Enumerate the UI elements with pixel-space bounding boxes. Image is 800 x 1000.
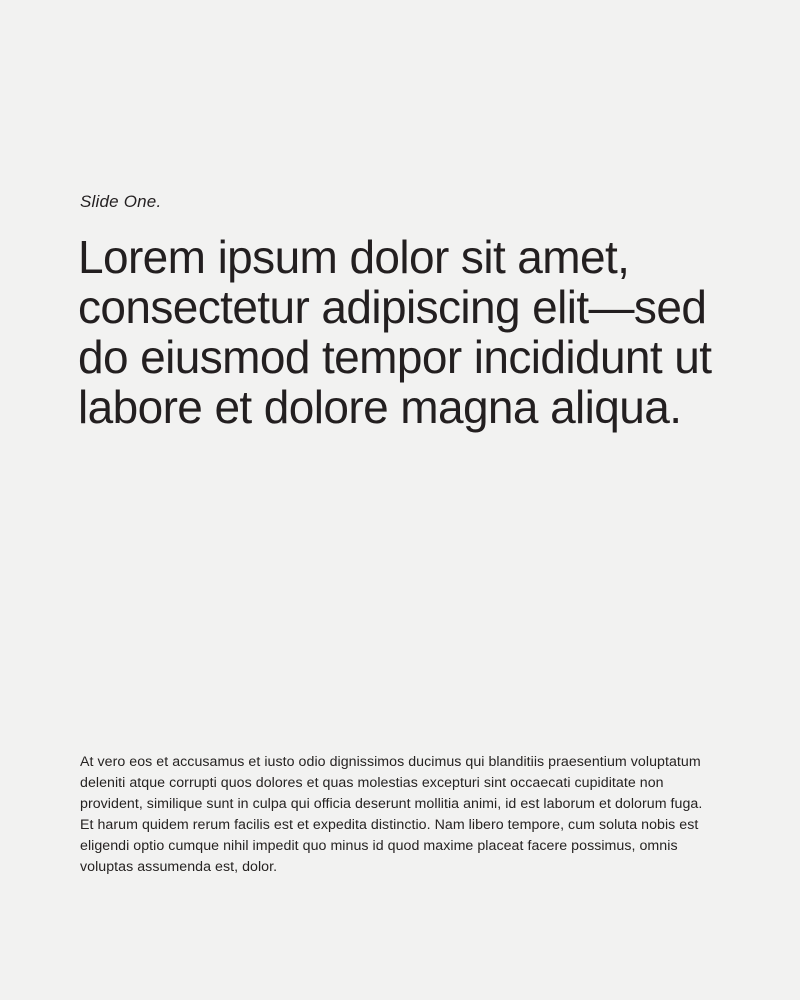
slide-body-text: At vero eos et accusamus et iusto odio dignissimos ducimus qui blanditiis praesentium voluptatum deleniti atque corrupti quos dolores et quas molestias excepturi sint occaecati cupiditate non provident, similique sunt in culpa qui officia deserunt mollitia animi, id est laborum et dolorum fuga. Et harum quidem rerum facilis est et expedita distinctio. Nam libero tempore, cum soluta nobis est eligendi optio cumque nihil impedit quo minus id quod maxime placeat facere possimus, omnis voluptas assumenda est, dolor. [80, 754, 703, 876]
slide-eyebrow-label: Slide One. [80, 192, 162, 211]
slide-headline: Lorem ipsum dolor sit amet, consectetur adipiscing elit—sed do eiusmod tempor incididunt ut labore et dolore magna aliqua. [78, 231, 712, 434]
